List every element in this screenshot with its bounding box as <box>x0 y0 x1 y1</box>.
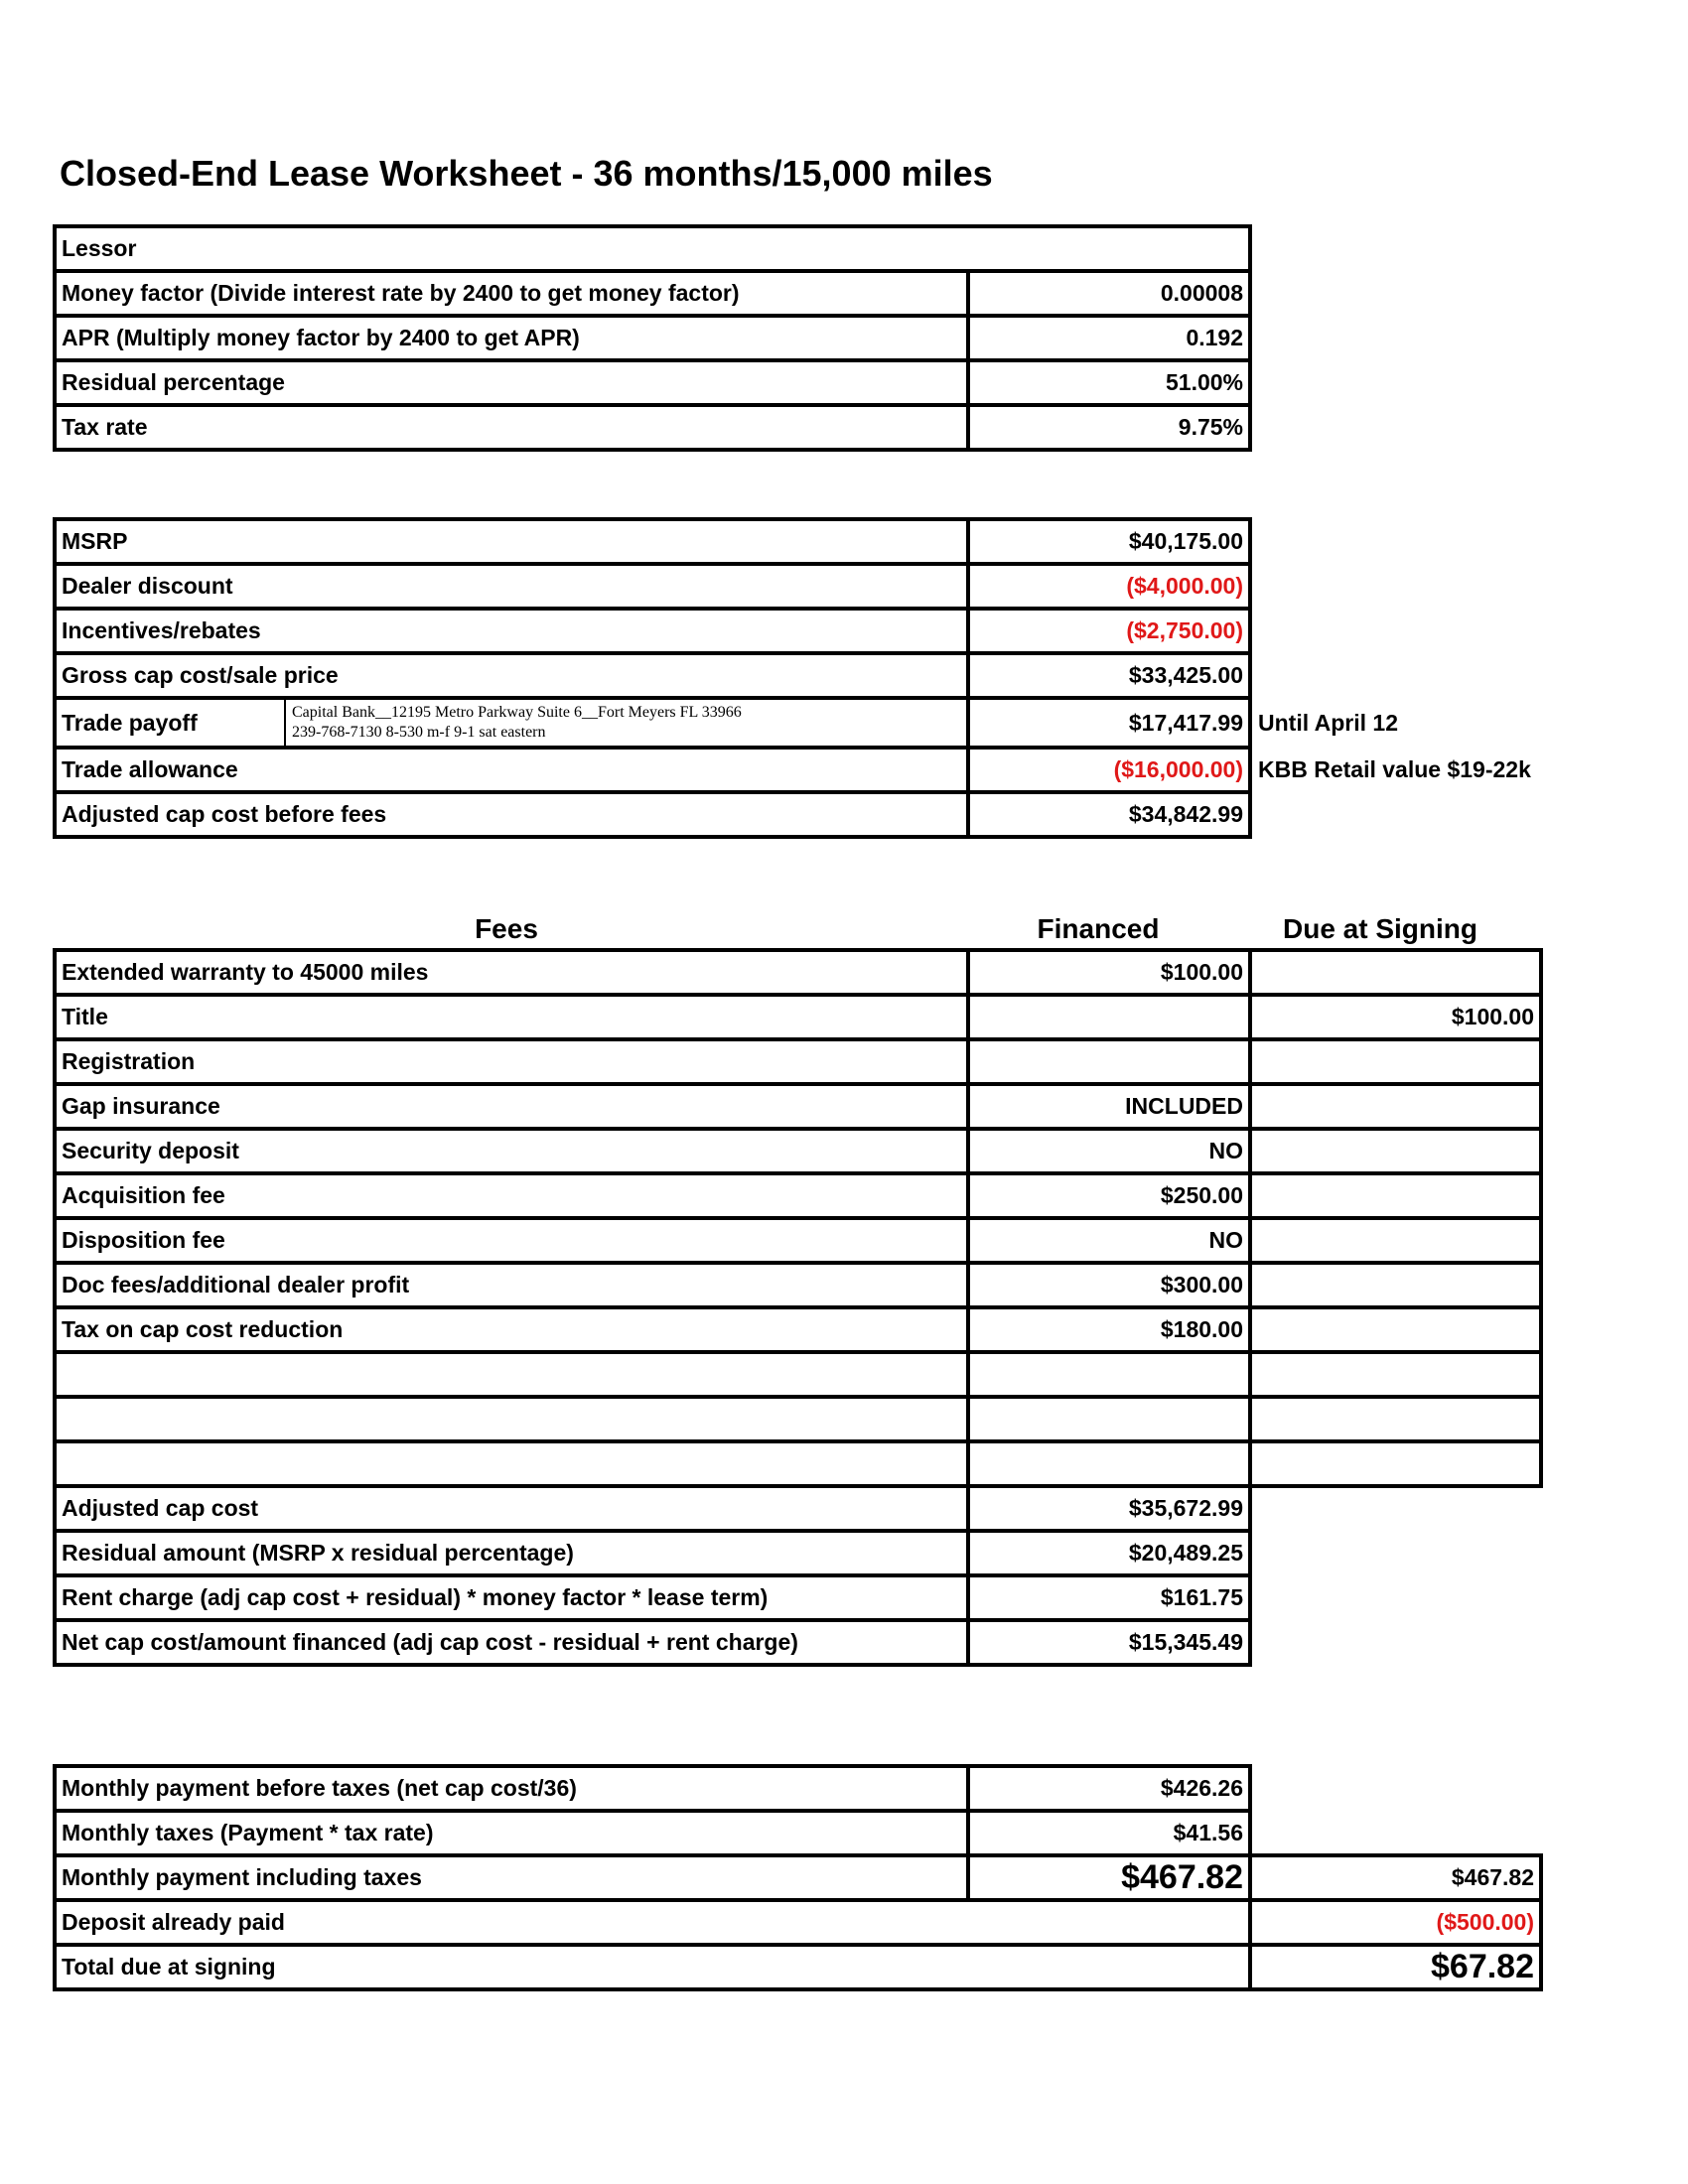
lender-contact-note <box>284 700 742 746</box>
row-side-note <box>1250 564 1538 609</box>
lessor-table <box>53 224 1252 452</box>
due-value <box>1250 950 1541 995</box>
table-row <box>55 1441 1541 1486</box>
table-row <box>55 564 1538 609</box>
row-side-note: Until April 12 <box>1258 709 1398 736</box>
row-side-note <box>1250 653 1538 698</box>
row-label: Tax rate <box>55 405 968 450</box>
row-label: Acquisition fee <box>55 1173 968 1218</box>
row-label: Gap insurance <box>55 1084 968 1129</box>
financed-value: NO <box>968 1218 1250 1263</box>
table-row <box>55 1900 1541 1945</box>
table-row <box>55 1173 1541 1218</box>
row-label <box>55 1397 968 1441</box>
due-value: $100.00 <box>1250 995 1541 1039</box>
row-value: $161.75 <box>968 1575 1250 1620</box>
row-label: Disposition fee <box>55 1218 968 1263</box>
row-label: Extended warranty to 45000 miles <box>55 950 968 995</box>
financed-value <box>968 995 1250 1039</box>
table-row <box>55 1766 1541 1811</box>
payment-table <box>53 1764 1543 1991</box>
financed-value: $250.00 <box>968 1173 1250 1218</box>
trade-payoff-cell <box>55 698 968 748</box>
row-side-note <box>1250 609 1538 653</box>
row-side-note <box>1250 519 1538 564</box>
row-label: Residual amount (MSRP x residual percentage) <box>55 1531 968 1575</box>
row-value: 0.192 <box>968 316 1250 360</box>
due-value <box>1250 1397 1541 1441</box>
row-label: Monthly payment before taxes (net cap cost/36) <box>55 1766 968 1811</box>
table-row <box>55 1531 1541 1575</box>
fees-header: Fees <box>475 913 538 944</box>
row-label: Title <box>55 995 968 1039</box>
empty-cell <box>1250 1486 1541 1531</box>
due-value <box>1250 1307 1541 1352</box>
table-row <box>55 698 1538 748</box>
row-label: Gross cap cost/sale price <box>55 653 968 698</box>
due-at-signing-header: Due at Signing <box>1283 913 1477 944</box>
table-row <box>55 1307 1541 1352</box>
table-row <box>55 748 1538 792</box>
row-label: Registration <box>55 1039 968 1084</box>
due-value <box>1250 1352 1541 1397</box>
row-label: Incentives/rebates <box>55 609 968 653</box>
row-value: 9.75% <box>968 405 1250 450</box>
monthly-payment-value: $467.82 <box>968 1855 1250 1900</box>
row-label: Net cap cost/amount financed (adj cap cost - residual + rent charge) <box>55 1620 968 1665</box>
row-label: Residual percentage <box>55 360 968 405</box>
table-row <box>55 1855 1541 1900</box>
row-label: Monthly taxes (Payment * tax rate) <box>55 1811 968 1855</box>
table-row <box>55 1945 1541 1989</box>
row-value: ($4,000.00) <box>968 564 1250 609</box>
row-value: $15,345.49 <box>968 1620 1250 1665</box>
row-label: Tax on cap cost reduction <box>55 1307 968 1352</box>
row-value: $35,672.99 <box>968 1486 1250 1531</box>
row-label: Trade payoff <box>62 709 198 736</box>
table-row <box>55 1218 1541 1263</box>
financed-value: INCLUDED <box>968 1084 1250 1129</box>
row-label: Deposit already paid <box>55 1900 1250 1945</box>
financed-value <box>968 1397 1250 1441</box>
row-side-note: KBB Retail value $19-22k <box>1258 756 1531 782</box>
table-row <box>55 1084 1541 1129</box>
row-value: $41.56 <box>968 1811 1250 1855</box>
empty-cell <box>1250 1620 1541 1665</box>
financed-value: NO <box>968 1129 1250 1173</box>
page-title: Closed-End Lease Worksheet - 36 months/15,000 miles <box>60 153 993 194</box>
empty-cell <box>1250 1811 1541 1855</box>
table-row <box>55 1129 1541 1173</box>
due-value <box>1250 1084 1541 1129</box>
row-value: $426.26 <box>968 1766 1250 1811</box>
empty-cell <box>1250 1531 1541 1575</box>
due-value: $467.82 <box>1250 1855 1541 1900</box>
financed-value: $100.00 <box>968 950 1250 995</box>
due-value <box>1250 1129 1541 1173</box>
row-value: $40,175.00 <box>968 519 1250 564</box>
table-row <box>55 792 1538 837</box>
table-row <box>55 405 1250 450</box>
row-label: APR (Multiply money factor by 2400 to get APR) <box>55 316 968 360</box>
row-value: $34,842.99 <box>968 792 1250 837</box>
row-label <box>55 1441 968 1486</box>
row-label <box>55 1352 968 1397</box>
row-label: Money factor (Divide interest rate by 2400 to get money factor) <box>55 271 968 316</box>
row-value: 0.00008 <box>968 271 1250 316</box>
row-label: Trade allowance <box>55 748 968 792</box>
table-row <box>55 1263 1541 1307</box>
financed-value: $180.00 <box>968 1307 1250 1352</box>
table-row <box>55 1620 1541 1665</box>
row-value: ($2,750.00) <box>968 609 1250 653</box>
row-value: 51.00% <box>968 360 1250 405</box>
table-row <box>55 995 1541 1039</box>
table-row <box>55 226 1250 271</box>
table-row <box>55 316 1250 360</box>
row-label: Total due at signing <box>55 1945 1250 1989</box>
financed-header: Financed <box>1037 913 1160 944</box>
financed-value <box>968 1441 1250 1486</box>
row-side-note <box>1250 792 1538 837</box>
table-row <box>55 1397 1541 1441</box>
table-row <box>55 1486 1541 1531</box>
lender-address: Capital Bank__12195 Metro Parkway Suite 6__Fort Meyers FL 33966 <box>292 704 742 721</box>
empty-cell <box>1250 1766 1541 1811</box>
financed-value <box>968 1039 1250 1084</box>
fees-column-headers <box>53 913 1542 953</box>
row-label: Monthly payment including taxes <box>55 1855 968 1900</box>
due-value <box>1250 1441 1541 1486</box>
row-label: Security deposit <box>55 1129 968 1173</box>
table-row <box>55 1575 1541 1620</box>
table-row <box>55 609 1538 653</box>
table-row <box>55 1352 1541 1397</box>
due-value <box>1250 1218 1541 1263</box>
table-row <box>55 950 1541 995</box>
table-row <box>55 360 1250 405</box>
row-value: ($16,000.00) <box>968 748 1250 792</box>
row-label: Dealer discount <box>55 564 968 609</box>
lender-hours: 239-768-7130 8-530 m-f 9-1 sat eastern <box>292 724 546 741</box>
due-value: ($500.00) <box>1250 1900 1541 1945</box>
table-row <box>55 653 1538 698</box>
total-due-value: $67.82 <box>1250 1945 1541 1989</box>
row-value: $33,425.00 <box>968 653 1250 698</box>
table-row <box>55 271 1250 316</box>
financed-value <box>968 1352 1250 1397</box>
due-value <box>1250 1263 1541 1307</box>
row-value: $20,489.25 <box>968 1531 1250 1575</box>
table-row <box>55 519 1538 564</box>
empty-cell <box>1250 1575 1541 1620</box>
row-label: MSRP <box>55 519 968 564</box>
due-value <box>1250 1039 1541 1084</box>
row-label: Adjusted cap cost <box>55 1486 968 1531</box>
due-value <box>1250 1173 1541 1218</box>
vehicle-table <box>53 517 1540 839</box>
lessor-label: Lessor <box>55 226 1250 271</box>
financed-value: $300.00 <box>968 1263 1250 1307</box>
row-value: $17,417.99 <box>968 698 1250 748</box>
row-label: Doc fees/additional dealer profit <box>55 1263 968 1307</box>
fees-table <box>53 948 1543 1667</box>
row-label: Rent charge (adj cap cost + residual) * money factor * lease term) <box>55 1575 968 1620</box>
row-label: Adjusted cap cost before fees <box>55 792 968 837</box>
table-row <box>55 1811 1541 1855</box>
table-row <box>55 1039 1541 1084</box>
